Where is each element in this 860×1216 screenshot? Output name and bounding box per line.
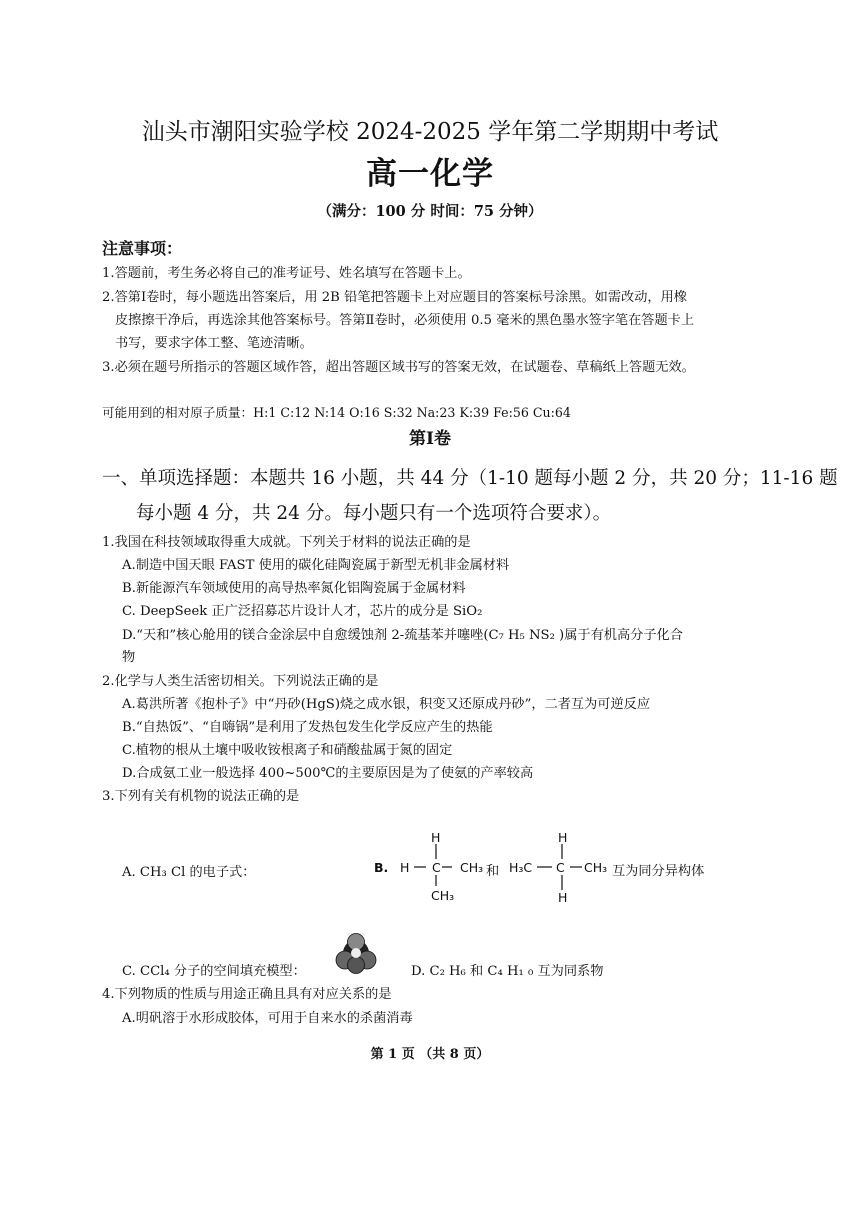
- exam-school-title: 汕头市潮阳实验学校 2024-2025 学年第二学期期中考试: [141, 119, 719, 145]
- q2-option-c: C.植物的根从土壤中吸收铵根离子和硝酸盐属于氮的固定: [122, 743, 453, 758]
- notice-item-1: 1.答题前，考生务必将自己的准考证号、姓名填写在答题卡上。: [102, 266, 471, 281]
- q2-option-a: A.葛洪所著《抱朴子》中“丹砂(HgS)烧之成水银，积变又还原成丹砂”，二者互为可逆反应: [122, 697, 651, 712]
- exam-subject-title: 高一化学: [366, 156, 494, 192]
- ccl4-space-filling-model-icon: [332, 932, 380, 974]
- notice-item-2-cont: 皮擦擦干净后，再选涂其他答案标号。答第Ⅱ卷时，必须使用 0.5 毫米的黑色墨水签字笔在答题卡上: [115, 313, 695, 328]
- q3-stem: 3.下列有关有机物的说法正确的是: [102, 789, 300, 804]
- q3-s2-top-h: H: [558, 830, 568, 845]
- q4-option-a: A.明矾溶于水形成胶体，可用于自来水的杀菌消毒: [122, 1011, 413, 1026]
- q2-stem: 2.化学与人类生活密切相关。下列说法正确的是: [102, 674, 379, 689]
- q3-s2-right-ch3: CH₃: [584, 860, 608, 875]
- q3-s1-center-c: C: [432, 860, 441, 875]
- q3-option-c: C. CCl₄ 分子的空间填充模型：: [122, 964, 306, 979]
- q3-s2-center-c: C: [556, 860, 565, 875]
- q3-s2-bottom-h: H: [558, 890, 568, 905]
- q3-option-b-and: 和: [486, 864, 500, 879]
- q3-s1-top-h: H: [431, 830, 441, 845]
- notice-heading: 注意事项：: [102, 239, 183, 258]
- section-heading-line2: 每小题 4 分，共 24 分。每小题只有一个选项符合要求）。: [136, 503, 612, 524]
- q3-option-a: A. CH₃ Cl 的电子式：: [122, 865, 256, 880]
- q3-option-d: D. C₂ H₆ 和 C₄ H₁ ₀ 互为同系物: [411, 964, 604, 979]
- q1-option-d-cont: 物: [122, 650, 136, 665]
- score-time-line: （满分：100 分 时间：75 分钟）: [317, 203, 543, 220]
- q3-s2-left-h3c: H₃C: [509, 860, 533, 875]
- q1-option-d: D.“天和”核心舱用的镁合金涂层中自愈缓蚀剂 2-巯基苯并噻唑(C₇ H₅ NS₂ )属于有机高分子化合: [122, 628, 683, 643]
- q2-option-b: B.“自热饭”、“自嗨锅”是利用了发热包发生化学反应产生的热能: [122, 720, 493, 735]
- q1-stem: 1.我国在科技领域取得重大成就。下列关于材料的说法正确的是: [102, 535, 471, 550]
- section-heading-line1: 一、单项选择题：本题共 16 小题，共 44 分（1-10 题每小题 2 分，共 20 分；11-16 题: [102, 468, 838, 489]
- notice-item-2-cont2: 书写，要求字体工整、笔迹清晰。: [115, 336, 313, 351]
- volume-title: 第Ⅰ卷: [409, 429, 451, 449]
- page-footer: 第 1 页 （共 8 页）: [370, 1047, 490, 1062]
- q3-s1-right-ch3: CH₃: [460, 860, 484, 875]
- q1-option-a: A.制造中国天眼 FAST 使用的碳化硅陶瓷属于新型无机非金属材料: [122, 558, 510, 573]
- q3-s1-bottom-ch3: CH₃: [431, 888, 455, 903]
- q3-option-b-label: B.: [374, 860, 389, 875]
- q3-option-b-tail: 互为同分异构体: [612, 864, 705, 879]
- notice-item-2: 2.答第Ⅰ卷时，每小题选出答案后，用 2B 铅笔把答题卡上对应题目的答案标号涂黑。如需改动，用橡: [102, 290, 687, 305]
- q3-s1-left-h: H: [400, 860, 410, 875]
- q2-option-d: D.合成氨工业一般选择 400~500℃的主要原因是为了使氨的产率较高: [122, 766, 534, 781]
- q1-option-b: B.新能源汽车领域使用的高导热率氮化铝陶瓷属于金属材料: [122, 581, 466, 596]
- atomic-masses: 可能用到的相对原子质量：H:1 C:12 N:14 O:16 S:32 Na:23 K:39 Fe:56 Cu:64: [102, 405, 571, 420]
- q1-option-c: C. DeepSeek 正广泛招募芯片设计人才，芯片的成分是 SiO₂: [122, 604, 483, 619]
- q4-stem: 4.下列物质的性质与用途正确且具有对应关系的是: [102, 987, 392, 1002]
- notice-item-3: 3.必须在题号所指示的答题区域作答，超出答题区域书写的答案无效，在试题卷、草稿纸上答题无效。: [102, 360, 695, 375]
